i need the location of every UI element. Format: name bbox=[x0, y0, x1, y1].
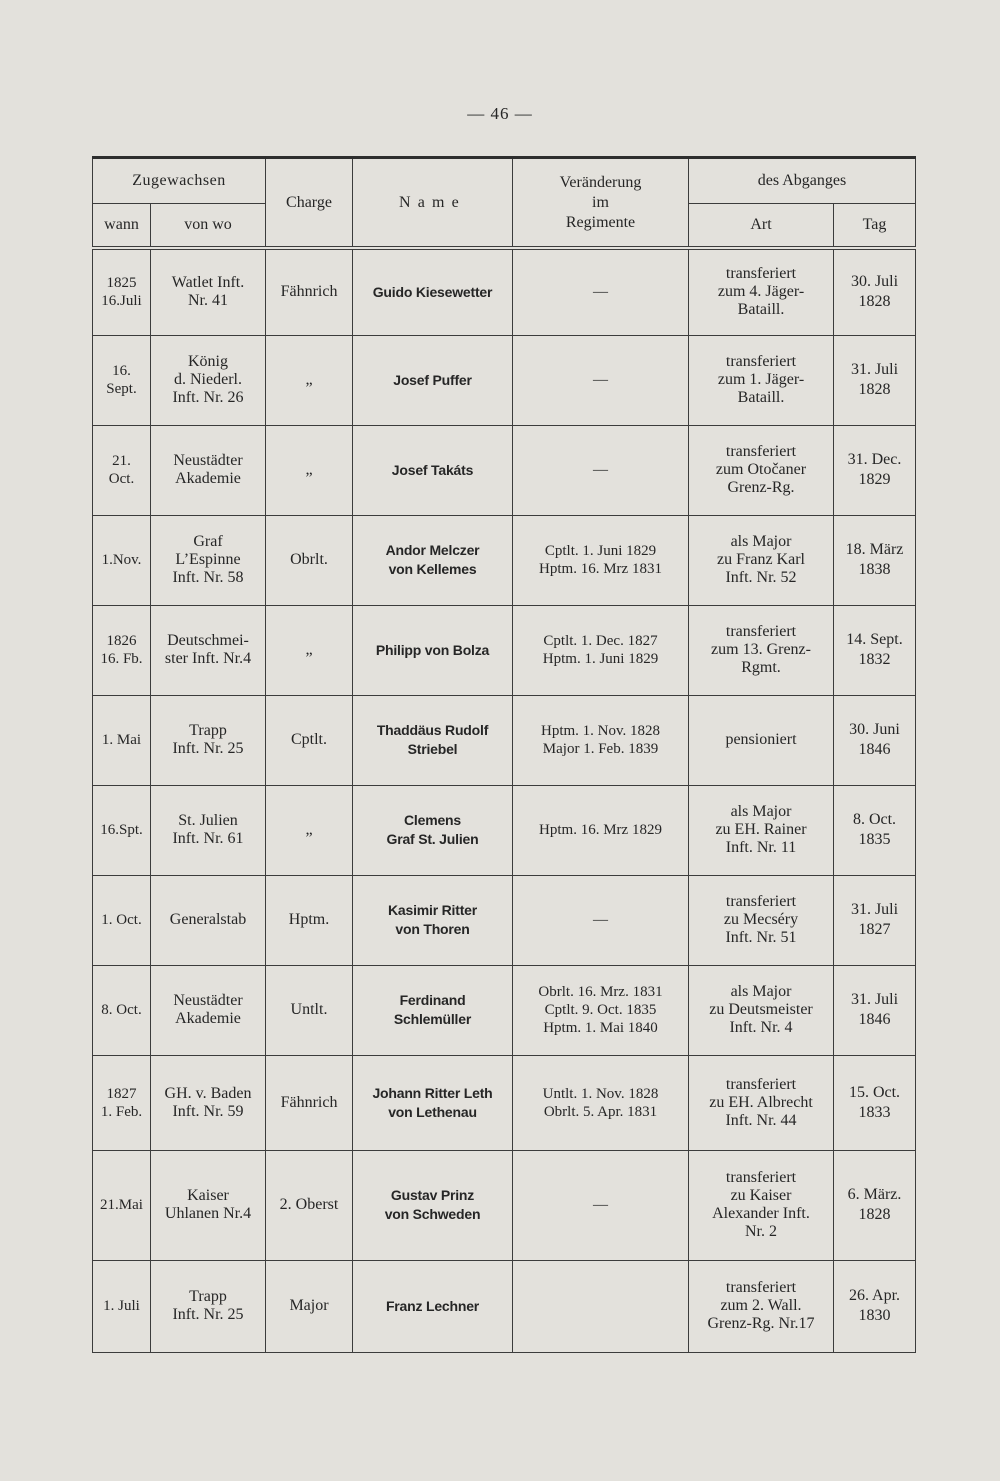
cell-wann: 1826 16. Fb. bbox=[93, 605, 151, 695]
cell-art: transferiert zum 13. Grenz- Rgmt. bbox=[689, 605, 834, 695]
table-row bbox=[93, 515, 916, 605]
header-art: Art bbox=[689, 204, 834, 249]
cell-veraenderung: Obrlt. 16. Mrz. 1831 Cptlt. 9. Oct. 1835 Hptm. 1. Mai 1840 bbox=[513, 965, 689, 1055]
table-row bbox=[93, 785, 916, 875]
cell-veraenderung: Cptlt. 1. Dec. 1827 Hptm. 1. Juni 1829 bbox=[513, 605, 689, 695]
table-row bbox=[93, 605, 916, 695]
cell-charge: Fähnrich bbox=[266, 1055, 353, 1150]
cell-charge: „ bbox=[266, 425, 353, 515]
table-row bbox=[93, 248, 916, 335]
cell-veraenderung: — bbox=[513, 875, 689, 965]
cell-tag: 31. Dec. 1829 bbox=[834, 425, 916, 515]
cell-von-wo: St. Julien Inft. Nr. 61 bbox=[151, 785, 266, 875]
cell-charge: „ bbox=[266, 335, 353, 425]
cell-wann: 1.Nov. bbox=[93, 515, 151, 605]
cell-art: pensioniert bbox=[689, 695, 834, 785]
cell-wann: 1. Mai bbox=[93, 695, 151, 785]
table-row bbox=[93, 1150, 916, 1260]
cell-charge: 2. Oberst bbox=[266, 1150, 353, 1260]
cell-von-wo: Generalstab bbox=[151, 875, 266, 965]
cell-wann: 8. Oct. bbox=[93, 965, 151, 1055]
cell-charge: Fähnrich bbox=[266, 248, 353, 335]
cell-veraenderung: — bbox=[513, 1150, 689, 1260]
table-row bbox=[93, 1055, 916, 1150]
cell-tag: 30. Juni 1846 bbox=[834, 695, 916, 785]
cell-name: Kasimir Ritter von Thoren bbox=[353, 875, 513, 965]
cell-veraenderung: — bbox=[513, 248, 689, 335]
cell-charge: Untlt. bbox=[266, 965, 353, 1055]
cell-art: transferiert zu Kaiser Alexander Inft. Nr. 2 bbox=[689, 1150, 834, 1260]
header-tag: Tag bbox=[834, 204, 916, 249]
cell-von-wo: Watlet Inft. Nr. 41 bbox=[151, 248, 266, 335]
table-row bbox=[93, 875, 916, 965]
cell-veraenderung: — bbox=[513, 425, 689, 515]
cell-charge: Major bbox=[266, 1260, 353, 1352]
cell-tag: 8. Oct. 1835 bbox=[834, 785, 916, 875]
cell-wann: 1827 1. Feb. bbox=[93, 1055, 151, 1150]
table-row bbox=[93, 1260, 916, 1352]
cell-art: als Major zu Deutsmeister Inft. Nr. 4 bbox=[689, 965, 834, 1055]
table-body bbox=[93, 248, 916, 1352]
cell-tag: 6. März. 1828 bbox=[834, 1150, 916, 1260]
table-row bbox=[93, 425, 916, 515]
cell-name: Johann Ritter Leth von Lethenau bbox=[353, 1055, 513, 1150]
cell-veraenderung: Hptm. 1. Nov. 1828 Major 1. Feb. 1839 bbox=[513, 695, 689, 785]
cell-name: Guido Kiesewetter bbox=[353, 248, 513, 335]
cell-name: Andor Melczer von Kellemes bbox=[353, 515, 513, 605]
cell-von-wo: Trapp Inft. Nr. 25 bbox=[151, 1260, 266, 1352]
cell-wann: 1. Juli bbox=[93, 1260, 151, 1352]
table-row bbox=[93, 695, 916, 785]
cell-veraenderung: Untlt. 1. Nov. 1828 Obrlt. 5. Apr. 1831 bbox=[513, 1055, 689, 1150]
cell-von-wo: Trapp Inft. Nr. 25 bbox=[151, 695, 266, 785]
cell-charge: Hptm. bbox=[266, 875, 353, 965]
cell-name: Josef Takáts bbox=[353, 425, 513, 515]
cell-veraenderung: — bbox=[513, 335, 689, 425]
cell-name: Clemens Graf St. Julien bbox=[353, 785, 513, 875]
header-des-abganges: des Abganges bbox=[689, 158, 916, 204]
cell-wann: 16. Sept. bbox=[93, 335, 151, 425]
table-header bbox=[93, 158, 916, 249]
cell-art: transferiert zum 4. Jäger- Bataill. bbox=[689, 248, 834, 335]
cell-art: als Major zu EH. Rainer Inft. Nr. 11 bbox=[689, 785, 834, 875]
cell-charge: „ bbox=[266, 785, 353, 875]
cell-wann: 21. Oct. bbox=[93, 425, 151, 515]
header-zugewachsen: Zugewachsen bbox=[93, 158, 266, 204]
cell-charge: Cptlt. bbox=[266, 695, 353, 785]
cell-name: Gustav Prinz von Schweden bbox=[353, 1150, 513, 1260]
cell-von-wo: Kaiser Uhlanen Nr.4 bbox=[151, 1150, 266, 1260]
header-veraenderung: Veränderung im Regimente bbox=[513, 158, 689, 249]
table-row bbox=[93, 335, 916, 425]
cell-name: Ferdinand Schlemüller bbox=[353, 965, 513, 1055]
cell-name: Philipp von Bolza bbox=[353, 605, 513, 695]
cell-tag: 15. Oct. 1833 bbox=[834, 1055, 916, 1150]
cell-tag: 18. März 1838 bbox=[834, 515, 916, 605]
cell-von-wo: Neustädter Akademie bbox=[151, 965, 266, 1055]
cell-art: transferiert zum Otočaner Grenz-Rg. bbox=[689, 425, 834, 515]
cell-wann: 1. Oct. bbox=[93, 875, 151, 965]
cell-art: transferiert zum 2. Wall. Grenz-Rg. Nr.17 bbox=[689, 1260, 834, 1352]
cell-wann: 16.Spt. bbox=[93, 785, 151, 875]
cell-art: als Major zu Franz Karl Inft. Nr. 52 bbox=[689, 515, 834, 605]
cell-tag: 31. Juli 1846 bbox=[834, 965, 916, 1055]
table-row bbox=[93, 965, 916, 1055]
cell-von-wo: Neustädter Akademie bbox=[151, 425, 266, 515]
cell-tag: 14. Sept. 1832 bbox=[834, 605, 916, 695]
cell-veraenderung: Hptm. 16. Mrz 1829 bbox=[513, 785, 689, 875]
register-table bbox=[92, 156, 916, 1353]
cell-von-wo: Deutschmei- ster Inft. Nr.4 bbox=[151, 605, 266, 695]
cell-charge: „ bbox=[266, 605, 353, 695]
header-row-top bbox=[93, 158, 916, 204]
cell-wann: 1825 16.Juli bbox=[93, 248, 151, 335]
header-charge: Charge bbox=[266, 158, 353, 249]
cell-tag: 31. Juli 1827 bbox=[834, 875, 916, 965]
page-number: — 46 — bbox=[467, 104, 533, 123]
cell-von-wo: Graf L’Espinne Inft. Nr. 58 bbox=[151, 515, 266, 605]
cell-name: Thaddäus Rudolf Striebel bbox=[353, 695, 513, 785]
cell-name: Franz Lechner bbox=[353, 1260, 513, 1352]
cell-art: transferiert zu EH. Albrecht Inft. Nr. 44 bbox=[689, 1055, 834, 1150]
header-wann: wann bbox=[93, 204, 151, 249]
cell-art: transferiert zum 1. Jäger- Bataill. bbox=[689, 335, 834, 425]
cell-name: Josef Puffer bbox=[353, 335, 513, 425]
cell-tag: 31. Juli 1828 bbox=[834, 335, 916, 425]
cell-art: transferiert zu Mecséry Inft. Nr. 51 bbox=[689, 875, 834, 965]
cell-tag: 26. Apr. 1830 bbox=[834, 1260, 916, 1352]
cell-veraenderung: Cptlt. 1. Juni 1829 Hptm. 16. Mrz 1831 bbox=[513, 515, 689, 605]
cell-wann: 21.Mai bbox=[93, 1150, 151, 1260]
cell-veraenderung bbox=[513, 1260, 689, 1352]
cell-von-wo: König d. Niederl. Inft. Nr. 26 bbox=[151, 335, 266, 425]
cell-charge: Obrlt. bbox=[266, 515, 353, 605]
cell-tag: 30. Juli 1828 bbox=[834, 248, 916, 335]
header-von-wo: von wo bbox=[151, 204, 266, 249]
cell-von-wo: GH. v. Baden Inft. Nr. 59 bbox=[151, 1055, 266, 1150]
header-name: Name bbox=[353, 158, 513, 249]
